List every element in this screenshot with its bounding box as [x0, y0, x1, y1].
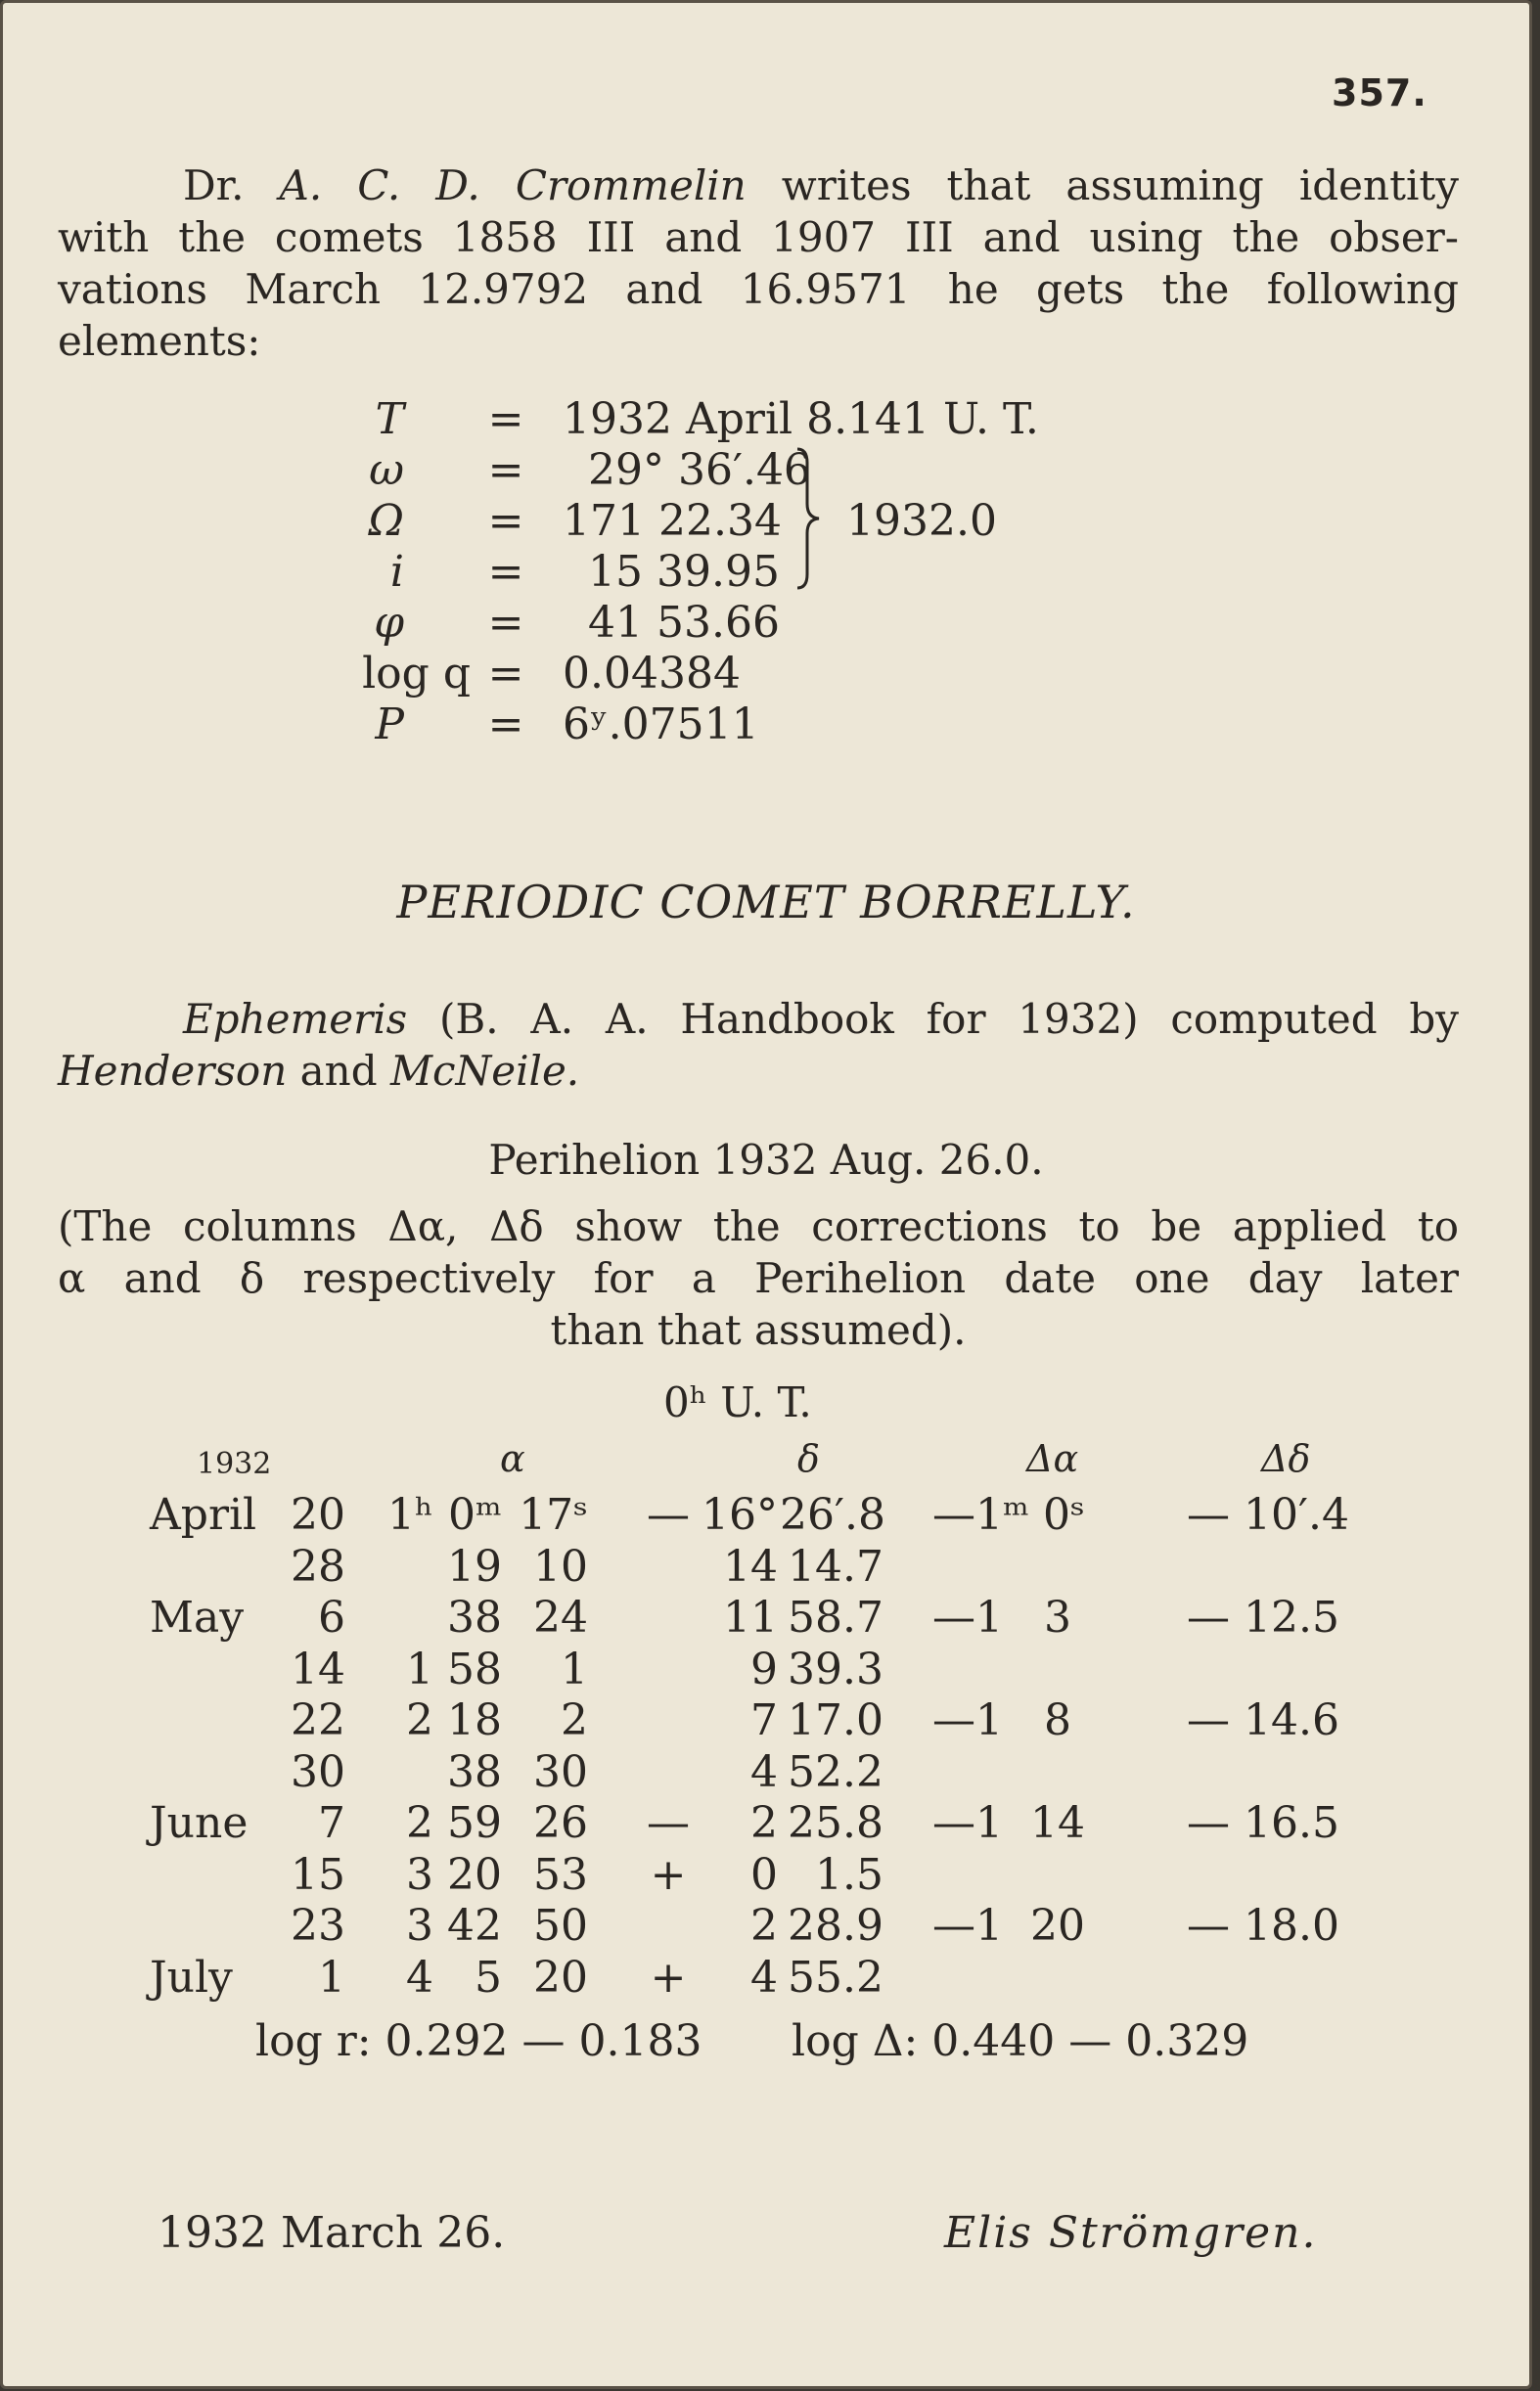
cell-d-deg: 4	[750, 1952, 778, 2003]
page-number: 357.	[1332, 71, 1427, 114]
cell-day: 14	[291, 1644, 345, 1694]
header-delta: δ	[797, 1437, 820, 1480]
computer-mcneile: McNeile.	[389, 1047, 580, 1095]
cell-a-s: 10	[533, 1541, 588, 1592]
element-eq-logq: =	[487, 649, 524, 699]
cell-dd: — 10′.4	[1187, 1490, 1349, 1540]
table-row	[3, 1593, 1529, 1644]
intro-line-1	[58, 159, 1459, 211]
ephemeris-paragraph	[58, 993, 1459, 1097]
ephemeris-word: Ephemeris	[183, 995, 408, 1043]
element-label-T: T	[375, 394, 404, 444]
table-row	[3, 1542, 1529, 1593]
ephemeris-and: and	[299, 1047, 378, 1095]
cell-a-m: 0ᵐ	[448, 1490, 502, 1540]
cell-a-s: 30	[533, 1746, 588, 1797]
cell-a-h: 4	[406, 1952, 433, 2003]
cell-d-min: 58.7	[788, 1593, 883, 1643]
cell-d-deg: 0	[750, 1849, 778, 1900]
element-label-omega: ω	[369, 445, 404, 495]
cell-day: 22	[291, 1695, 345, 1745]
table-row	[3, 1695, 1529, 1746]
columns-note-line-1: (The columns Δα, Δδ show the corrections to be applied to	[58, 1202, 1459, 1250]
equinox-label: 1932.0	[846, 496, 997, 546]
cell-a-m: 38	[447, 1746, 502, 1797]
cell-d-sign: +	[650, 1849, 687, 1900]
section-heading: PERIODIC COMET BORRELLY.	[396, 876, 1136, 928]
cell-a-m: 20	[447, 1849, 502, 1900]
cell-day: 20	[291, 1490, 345, 1540]
element-eq-node: =	[487, 496, 524, 546]
cell-d-sign: —	[647, 1490, 690, 1540]
cell-d-deg: 4	[750, 1746, 778, 1797]
element-label-phi: φ	[374, 598, 404, 648]
element-value-node: 171 22.34	[563, 496, 782, 546]
cell-day: 30	[291, 1746, 345, 1797]
cell-month: May	[150, 1593, 245, 1643]
element-value-T: 1932 April 8.141 U. T.	[563, 394, 1039, 444]
cell-da: —1 8	[932, 1695, 1071, 1745]
cell-d-deg: 2	[750, 1901, 778, 1951]
table-row	[3, 1901, 1529, 1952]
cell-d-min: 26′.8	[780, 1490, 885, 1540]
log-delta-line: log Δ: 0.440 — 0.329	[792, 2016, 1249, 2066]
header-alpha: α	[500, 1437, 525, 1480]
cell-a-m: 38	[447, 1593, 502, 1643]
cell-day: 28	[291, 1541, 345, 1592]
cell-da: —1ᵐ 0ˢ	[932, 1490, 1085, 1540]
columns-note-line-2: α and δ respectively for a Perihelion date one day later	[58, 1254, 1459, 1302]
header-d-delta: Δδ	[1261, 1437, 1311, 1480]
intro-line-3: vations March 12.9792 and 16.9571 he gets the following	[58, 265, 1459, 313]
time-label: 0ʰ U. T.	[663, 1378, 812, 1426]
ephemeris-line-1	[58, 993, 1459, 1045]
cell-d-min: 39.3	[788, 1644, 883, 1694]
intro-paragraph	[58, 159, 1459, 367]
cell-a-m: 18	[447, 1695, 502, 1745]
perihelion-line: Perihelion 1932 Aug. 26.0.	[488, 1136, 1044, 1184]
cell-a-h: 1	[406, 1644, 433, 1694]
cell-a-h: 2	[406, 1695, 433, 1745]
cell-a-s: 26	[533, 1798, 588, 1848]
table-row	[3, 1747, 1529, 1798]
cell-da: —1 3	[932, 1593, 1071, 1643]
columns-note	[58, 1200, 1459, 1356]
cell-month: July	[150, 1952, 233, 2003]
cell-d-min: 55.2	[788, 1952, 883, 2003]
cell-a-s: 53	[533, 1849, 588, 1900]
cell-a-m: 59	[447, 1798, 502, 1848]
cell-dd: — 14.6	[1187, 1695, 1339, 1745]
date-line: 1932 March 26.	[158, 2208, 506, 2258]
intro-dr: Dr.	[183, 161, 245, 209]
intro-line-2: with the comets 1858 III and 1907 III and using the obser-	[58, 213, 1459, 261]
element-eq-i: =	[487, 547, 524, 597]
element-label-P: P	[375, 699, 404, 749]
cell-dd: — 16.5	[1187, 1798, 1339, 1848]
table-row	[3, 1645, 1529, 1695]
element-label-logq: log q	[362, 649, 471, 699]
element-value-i: 15 39.95	[588, 547, 780, 597]
cell-d-deg: 9	[750, 1644, 778, 1694]
cell-a-m: 58	[447, 1644, 502, 1694]
cell-d-deg: 7	[750, 1695, 778, 1745]
element-value-omega: 29° 36′.46	[588, 445, 811, 495]
table-row	[3, 1850, 1529, 1901]
cell-day: 15	[291, 1849, 345, 1900]
cell-month: June	[150, 1798, 249, 1848]
ephemeris-line-1-rest: (B. A. A. Handbook for 1932) computed by	[439, 995, 1459, 1043]
cell-dd: — 18.0	[1187, 1901, 1339, 1951]
cell-d-min: 28.9	[788, 1901, 883, 1951]
cell-a-h: 3	[406, 1849, 433, 1900]
author-name: A. C. D. Crommelin	[279, 161, 747, 209]
cell-a-m: 5	[475, 1952, 502, 2003]
element-label-i: i	[389, 547, 404, 597]
cell-d-min: 14.7	[788, 1541, 883, 1592]
ephemeris-table	[3, 1490, 1529, 2008]
right-brace-glyph	[793, 445, 823, 592]
cell-a-s: 20	[533, 1952, 588, 2003]
element-eq-omega: =	[487, 445, 524, 495]
signature: Elis Strömgren.	[944, 2208, 1318, 2258]
cell-d-min: 52.2	[788, 1746, 883, 1797]
cell-a-s: 17ˢ	[519, 1490, 588, 1540]
computer-henderson: Henderson	[58, 1047, 288, 1095]
cell-d-deg: 14	[723, 1541, 778, 1592]
cell-day: 1	[318, 1952, 345, 2003]
cell-d-deg: 16°	[702, 1490, 778, 1540]
cell-a-s: 24	[533, 1593, 588, 1643]
element-label-node: Ω	[368, 496, 404, 546]
element-value-P: 6ʸ.07511	[563, 699, 759, 749]
cell-dd: — 12.5	[1187, 1593, 1339, 1643]
cell-a-s: 50	[533, 1901, 588, 1951]
cell-d-min: 25.8	[788, 1798, 883, 1848]
ephemeris-line-2	[58, 1045, 1459, 1097]
cell-d-sign: —	[647, 1798, 690, 1848]
cell-day: 23	[291, 1901, 345, 1951]
header-d-alpha: Δα	[1026, 1437, 1079, 1480]
table-row	[3, 1953, 1529, 2004]
cell-d-deg: 11	[723, 1593, 778, 1643]
cell-d-min: 17.0	[788, 1695, 883, 1745]
cell-a-h: 1ʰ	[386, 1490, 433, 1540]
cell-d-deg: 2	[750, 1798, 778, 1848]
table-row	[3, 1490, 1529, 1541]
intro-line-4: elements:	[58, 317, 261, 365]
cell-day: 6	[318, 1593, 345, 1643]
cell-a-h: 2	[406, 1798, 433, 1848]
element-eq-T: =	[487, 394, 524, 444]
cell-a-s: 1	[561, 1644, 588, 1694]
element-value-phi: 41 53.66	[588, 598, 780, 648]
cell-d-min: 1.5	[815, 1849, 883, 1900]
cell-da: —1 14	[932, 1798, 1085, 1848]
intro-line-1-rest: writes that assuming identity	[781, 161, 1459, 209]
cell-day: 7	[318, 1798, 345, 1848]
cell-d-sign: +	[650, 1952, 687, 2003]
cell-a-m: 19	[447, 1541, 502, 1592]
cell-a-s: 2	[561, 1695, 588, 1745]
cell-a-h: 3	[406, 1901, 433, 1951]
element-eq-phi: =	[487, 598, 524, 648]
columns-note-line-3: than that assumed).	[550, 1306, 967, 1354]
cell-da: —1 20	[932, 1901, 1085, 1951]
cell-month: April	[150, 1490, 257, 1540]
log-r-line: log r: 0.292 — 0.183	[255, 2016, 702, 2066]
element-eq-P: =	[487, 699, 524, 749]
element-value-logq: 0.04384	[563, 649, 741, 699]
table-row	[3, 1798, 1529, 1849]
cell-a-m: 42	[447, 1901, 502, 1951]
header-year: 1932	[197, 1447, 272, 1481]
